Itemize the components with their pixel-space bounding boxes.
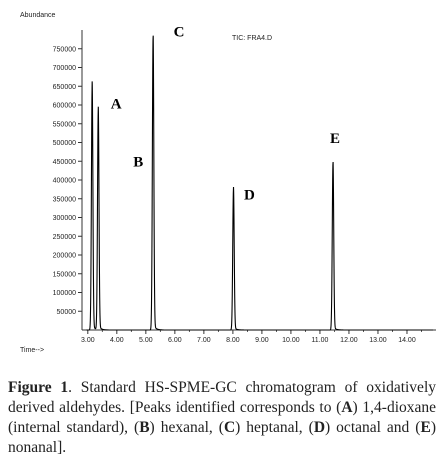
y-axis-label: Abundance: [20, 12, 56, 19]
x-tick-label: 5.00: [139, 337, 153, 344]
caption-peak-b: B: [139, 419, 150, 436]
peak-label-a: A: [110, 96, 122, 113]
x-tick-label: 3.00: [80, 337, 95, 344]
x-tick-label: 13.00: [369, 337, 387, 344]
caption-peak-d: D: [313, 419, 326, 436]
y-tick-label: 300000: [52, 215, 76, 222]
caption-text-1: . Standard HS-SPME-GC chromatogram of oxidatively derived aldehydes. [Peaks identified corresponds to (: [8, 379, 436, 416]
x-tick-label: 11.00: [311, 337, 329, 344]
peak-label-d: D: [244, 187, 255, 204]
x-axis-ticks: [81, 330, 422, 344]
figure-label: Figure 1: [8, 379, 69, 396]
figure-caption: [8, 378, 436, 458]
y-tick-label: 100000: [52, 290, 76, 297]
y-tick-label: 200000: [52, 252, 76, 260]
y-tick-label: 50000: [56, 308, 76, 316]
caption-text-3: ) hexanal, (: [149, 419, 224, 436]
x-tick-label: 7.00: [197, 337, 211, 344]
x-tick-label: 12.00: [340, 337, 358, 344]
peak-labels: [111, 25, 340, 204]
x-tick-label: 9.00: [255, 337, 269, 344]
x-tick-label: 10.00: [282, 337, 300, 344]
y-tick-label: 250000: [52, 233, 76, 241]
y-tick-label: 350000: [52, 196, 76, 204]
caption-text-6: ) nonanal].: [8, 419, 436, 456]
y-tick-label: 150000: [52, 271, 76, 279]
peak-label-e: E: [329, 131, 340, 148]
y-tick-label: 750000: [52, 46, 76, 54]
y-axis-ticks: [53, 46, 82, 316]
caption-peak-c: C: [223, 419, 236, 436]
trace-label: TIC: FRA4.D: [232, 35, 273, 42]
y-tick-label: 600000: [52, 102, 76, 110]
y-tick-label: 700000: [52, 65, 76, 72]
peak-label-b: B: [133, 154, 144, 171]
x-tick-label: 14.00: [398, 337, 416, 344]
y-tick-label: 400000: [52, 177, 76, 185]
caption-peak-e: E: [420, 419, 431, 436]
caption-peak-a: A: [341, 399, 353, 416]
y-tick-label: 500000: [52, 140, 76, 147]
y-tick-label: 550000: [52, 121, 76, 129]
caption-text-5: ) octanal and (: [325, 419, 421, 436]
x-axis-label: Time-->: [20, 347, 45, 354]
x-tick-label: 6.00: [168, 337, 182, 344]
chromatogram-trace: [86, 36, 433, 330]
y-tick-label: 450000: [52, 158, 76, 166]
caption-text-4: ) heptanal, (: [235, 419, 314, 436]
x-tick-label: 8.00: [226, 337, 240, 344]
caption-text-2: ) 1,4-dioxane (internal standard), (: [8, 399, 437, 436]
peak-label-c: C: [173, 24, 185, 41]
y-tick-label: 650000: [52, 83, 76, 91]
x-tick-label: 4.00: [110, 337, 124, 344]
